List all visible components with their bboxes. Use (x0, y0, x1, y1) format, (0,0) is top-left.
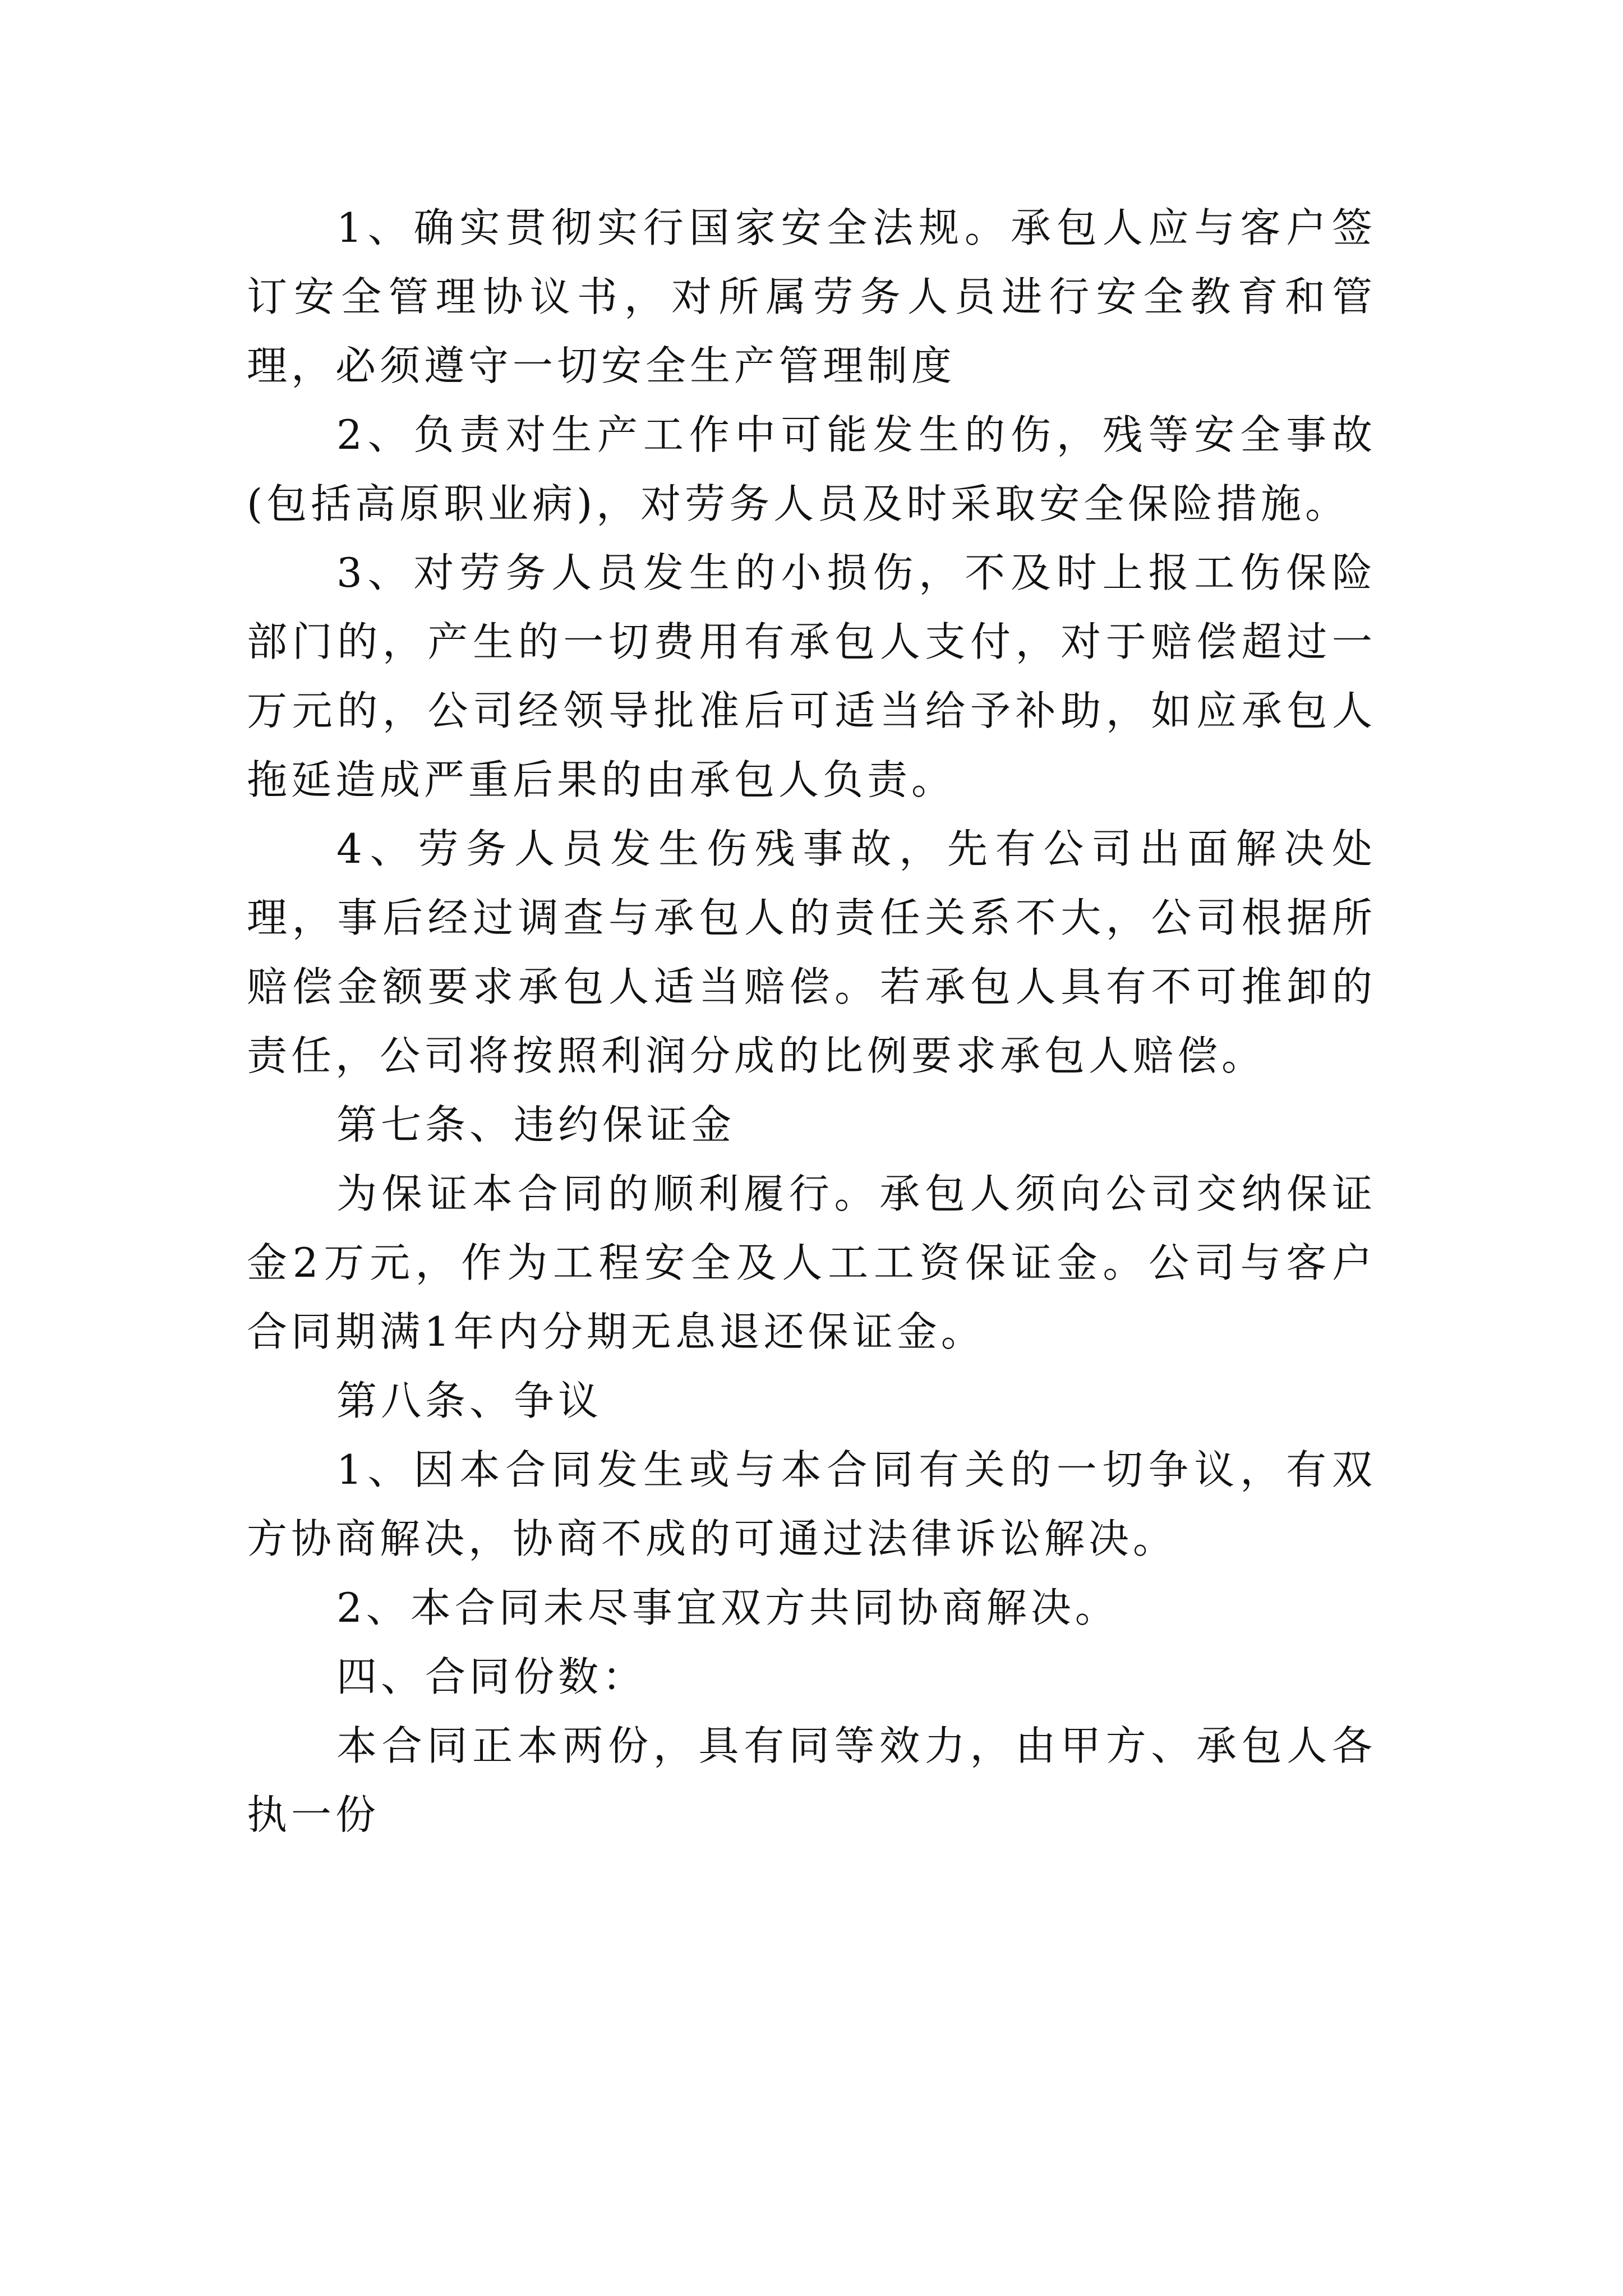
safety-clause-1: 1、确实贯彻实行国家安全法规。承包人应与客户签订安全管理协议书，对所属劳务人员进行安全教育和管理，必须遵守一切安全生产管理制度 (247, 204, 1376, 389)
dispute-clause-2: 2、本合同未尽事宜双方共同协商解决。 (336, 1584, 1119, 1631)
safety-clause-4: 4、劳务人员发生伤残事故，先有公司出面解决处理，事后经过调查与承包人的责任关系不大，公司根据所赔偿金额要求承包人适当赔偿。若承包人具有不可推卸的责任，公司将按照利润分成的比例要求承包人赔偿。 (247, 825, 1376, 1079)
article-7-heading: 第七条、违约保证金 (336, 1101, 736, 1148)
document-body (247, 194, 1376, 1849)
safety-clause-2: 2、负责对生产工作中可能发生的伤，残等安全事故(包括高原职业病)，对劳务人员及时采取安全保险措施。 (247, 411, 1376, 527)
article-7-text: 为保证本合同的顺利履行。承包人须向公司交纳保证金2万元，作为工程安全及人工工资保证金。公司与客户合同期满1年内分期无息退还保证金。 (247, 1170, 1376, 1355)
safety-clause-3: 3、对劳务人员发生的小损伤，不及时上报工伤保险部门的，产生的一切费用有承包人支付，对于赔偿超过一万元的，公司经领导批准后可适当给予补助，如应承包人拖延造成严重后果的由承包人负责。 (247, 549, 1376, 803)
copies-heading: 四、合同份数： (336, 1653, 647, 1700)
dispute-clause-1: 1、因本合同发生或与本合同有关的一切争议，有双方协商解决，协商不成的可通过法律诉讼解决。 (247, 1446, 1376, 1562)
article-8-heading: 第八条、争议 (336, 1377, 603, 1424)
copies-text: 本合同正本两份，具有同等效力，由甲方、承包人各执一份 (247, 1722, 1376, 1838)
